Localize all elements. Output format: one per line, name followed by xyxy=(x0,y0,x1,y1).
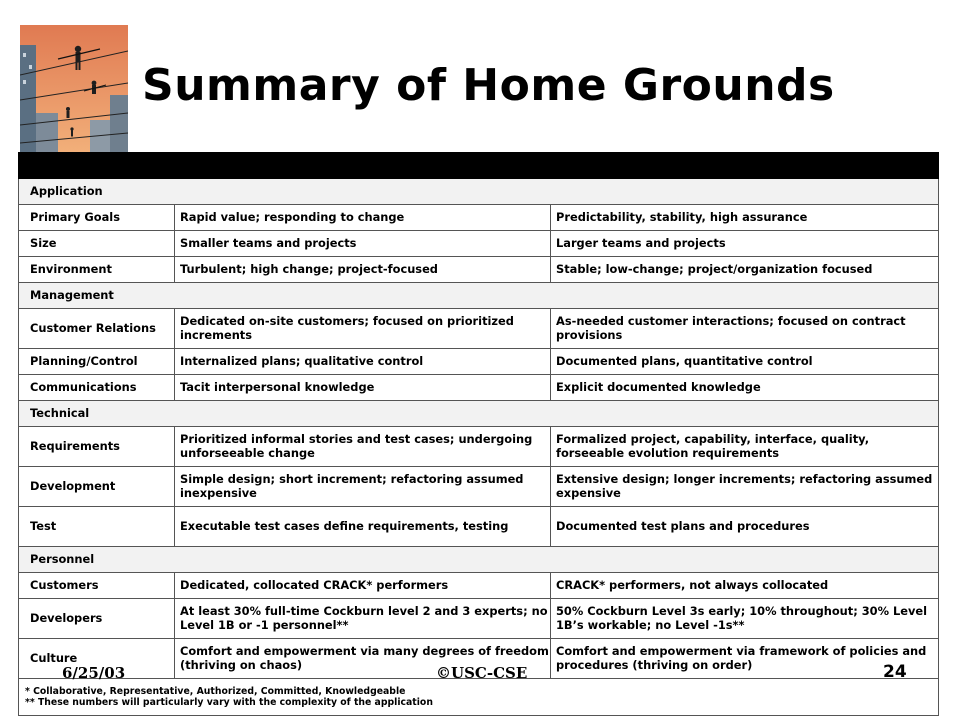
footer-date: 6/25/03 xyxy=(62,664,126,682)
table-row xyxy=(19,599,939,639)
section-label: Technical xyxy=(19,401,939,427)
table-row xyxy=(19,257,939,283)
plan-driven-cell: Larger teams and projects xyxy=(551,231,939,257)
plan-driven-cell: Predictability, stability, high assurance xyxy=(551,205,939,231)
agile-cell: Internalized plans; qualitative control xyxy=(175,349,551,375)
plan-driven-cell: CRACK* performers, not always collocated xyxy=(551,573,939,599)
row-label-cell: Communications xyxy=(19,375,175,401)
agile-cell: At least 30% full-time Cockburn level 2 and 3 experts; no Level 1B or -1 personnel** xyxy=(175,599,551,639)
row-label-cell: Development xyxy=(19,467,175,507)
agile-cell: Simple design; short increment; refactoring assumed inexpensive xyxy=(175,467,551,507)
table-row xyxy=(19,507,939,547)
row-label-cell: Size xyxy=(19,231,175,257)
footnote: * Collaborative, Representative, Authorized, Committed, Knowledgeable xyxy=(25,685,406,697)
tightrope-walkers-logo xyxy=(20,25,128,153)
row-label-cell: Customers xyxy=(19,573,175,599)
agile-cell: Smaller teams and projects xyxy=(175,231,551,257)
row-label-cell: Primary Goals xyxy=(19,205,175,231)
section-label: Management xyxy=(19,283,939,309)
plan-driven-cell: Explicit documented knowledge xyxy=(551,375,939,401)
table-section-row xyxy=(19,179,939,205)
row-label-cell: Environment xyxy=(19,257,175,283)
table-row xyxy=(19,427,939,467)
table-row xyxy=(19,573,939,599)
agile-cell: Prioritized informal stories and test cases; undergoing unforseeable change xyxy=(175,427,551,467)
footnote: ** These numbers will particularly vary with the complexity of the application xyxy=(25,697,433,708)
footer-copyright: ©USC-CSE xyxy=(436,664,528,682)
home-grounds-table xyxy=(18,152,939,716)
row-label-cell: Customer Relations xyxy=(19,309,175,349)
agile-cell: Dedicated on-site customers; focused on prioritized increments xyxy=(175,309,551,349)
page-title: Summary of Home Grounds xyxy=(142,60,835,111)
footnotes-cell xyxy=(19,679,939,716)
table-row xyxy=(19,205,939,231)
row-label-cell: Requirements xyxy=(19,427,175,467)
plan-driven-cell: Extensive design; longer increments; refactoring assumed expensive xyxy=(551,467,939,507)
table-row xyxy=(19,309,939,349)
agile-cell: Rapid value; responding to change xyxy=(175,205,551,231)
plan-driven-cell: Stable; low-change; project/organization focused xyxy=(551,257,939,283)
agile-cell: Dedicated, collocated CRACK* performers xyxy=(175,573,551,599)
table-header-bar xyxy=(19,153,939,179)
table-section-row xyxy=(19,401,939,427)
row-label-cell: Culture xyxy=(19,639,175,679)
agile-cell: Tacit interpersonal knowledge xyxy=(175,375,551,401)
row-label-cell: Test xyxy=(19,507,175,547)
table-row xyxy=(19,349,939,375)
plan-driven-cell: Formalized project, capability, interface, quality, forseeable evolution requirements xyxy=(551,427,939,467)
table-row xyxy=(19,231,939,257)
plan-driven-cell: Documented plans, quantitative control xyxy=(551,349,939,375)
table-row xyxy=(19,375,939,401)
table-section-row xyxy=(19,283,939,309)
section-label: Personnel xyxy=(19,547,939,573)
footnotes-row xyxy=(19,679,939,716)
row-label-cell: Planning/Control xyxy=(19,349,175,375)
agile-cell: Comfort and empowerment via many degrees of freedom (thriving on chaos) xyxy=(175,639,551,679)
table-section-row xyxy=(19,547,939,573)
row-label-cell: Developers xyxy=(19,599,175,639)
plan-driven-cell: As-needed customer interactions; focused on contract provisions xyxy=(551,309,939,349)
agile-cell: Executable test cases define requirements, testing xyxy=(175,507,551,547)
table-row xyxy=(19,467,939,507)
plan-driven-cell: Comfort and empowerment via framework of policies and procedures (thriving on order) xyxy=(551,639,939,679)
agile-cell: Turbulent; high change; project-focused xyxy=(175,257,551,283)
page-number: 24 xyxy=(883,662,907,682)
plan-driven-cell: Documented test plans and procedures xyxy=(551,507,939,547)
plan-driven-cell: 50% Cockburn Level 3s early; 10% throughout; 30% Level 1B’s workable; no Level -1s** xyxy=(551,599,939,639)
section-label: Application xyxy=(19,179,939,205)
